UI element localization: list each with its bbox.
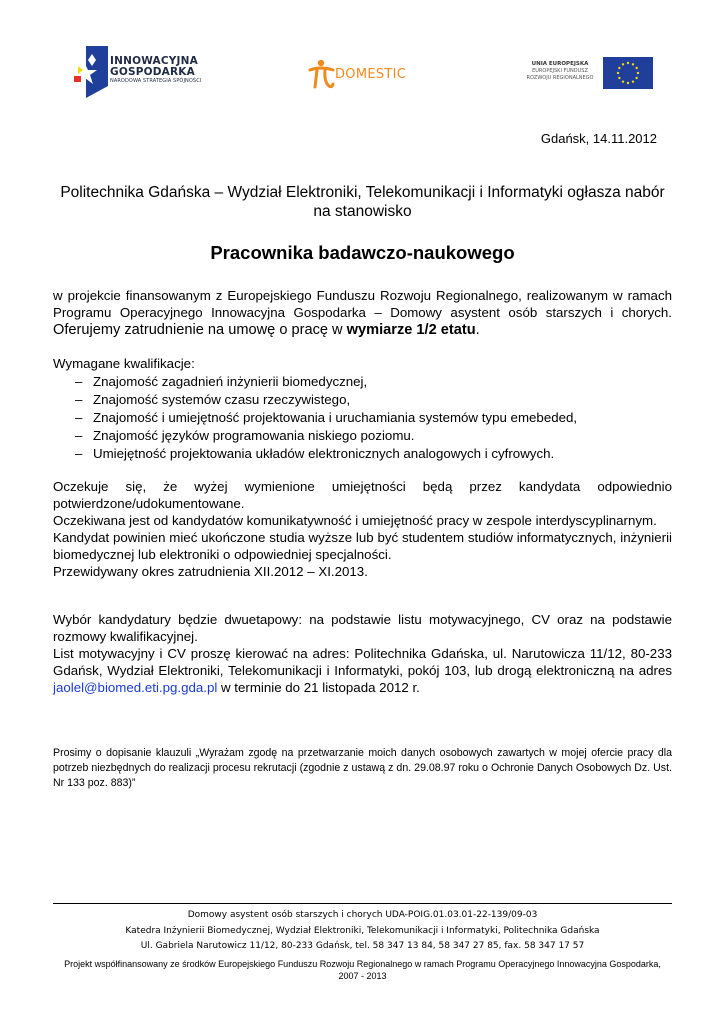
list-item-text: Umiejętność projektowania układów elektronicznych analogowych i cyfrowych. [93,446,555,461]
consent-clause: Prosimy o dopisanie klauzuli „Wyrażam zgodę na przetwarzanie moich danych osobowych zawartych w mojej ofercie pracy dla potrzeb niezbędnych do realizacji procesu rekrutacji (zgodnie z ustawą z dn. 29.08.97 roku o Ochronie Danych Osobowych Dz. Ust. Nr 133 poz. 883)” [53,747,672,789]
intro-end: . [475,322,480,338]
footer-line2: Katedra Inżynierii Biomedycznej, Wydział Elektroniki, Telekomunikacji i Informatyki, Politechnika Gdańska [125,925,600,936]
list-item [53,391,577,409]
bullet-dash: – [75,428,83,443]
selection-text-2: List motywacyjny i CV proszę kierować na adres: Politechnika Gdańska, ul. Narutowicza 11/12, 80-233 Gdańsk, Wydział Elektroniki, Telekomunikacji i Informatyki, pokój 103, lub drogą elektroniczną na adres [53,646,672,678]
list-item [53,427,577,445]
footer-info [53,908,672,955]
eu-star-icon [627,62,629,64]
logo-right-line1: UNIA EUROPEJSKA [531,61,589,67]
list-item [53,409,577,427]
logo-center-text: DOMESTIC [335,67,407,82]
eu-star-icon [632,63,634,65]
footer-divider [53,903,672,904]
requirements-title: Wymagane kwalifikacje: [53,356,195,371]
bullet-dash: – [75,410,83,425]
eu-star-icon [632,80,634,82]
announcement-headline: Politechnika Gdańska – Wydział Elektroniki, Telekomunikacji i Informatyki ogłasza nabór na stanowisko [60,184,665,220]
logo-left-line1: INNOWACYJNA [110,55,198,67]
eu-flag-icon [603,57,653,89]
logo-right-line2: EUROPEJSKI FUNDUSZ [532,68,588,74]
selection-paragraph [53,611,672,696]
footer-line1: Domowy asystent osób starszych i chorych UDA-POIG.01.03.01-22-139/09-03 [187,910,538,920]
footer-cofinancing: Projekt współfinansowany ze środków Europejskiego Funduszu Rozwoju Regionalnego w ramach Programu Operacyjnego Innowacyjna Gospodarka, 2007 - 2013 [64,959,661,981]
intro-bold: wymiarze 1/2 etatu [346,322,476,338]
position-title: Pracownika badawczo-naukowego [210,242,515,263]
list-item [53,445,577,463]
expectation-line: Przewidywany okres zatrudnienia XII.2012 – XI.2013. [53,564,368,579]
bullet-dash: – [75,374,83,389]
innowacyjna-gospodarka-logo [72,46,232,98]
requirements-list [53,373,577,463]
eu-logo [520,57,655,89]
selection-text-2-wrap [53,645,672,696]
list-item-text: Znajomość systemów czasu rzeczywistego, [93,392,351,407]
eu-star-icon [635,77,637,79]
eu-star-icon [618,67,620,69]
selection-text-3: w terminie do 21 listopada 2012 r. [217,680,420,695]
list-item-text: Znajomość języków programowania niskiego poziomu. [93,428,415,443]
eu-star-icon [622,63,624,65]
domestic-logo [307,58,427,88]
footer-line3: Ul. Gabriela Narutowicz 11/12, 80-233 Gdańsk, tel. 58 347 13 84, 58 347 27 85, fax. 58 347 17 57 [140,941,585,951]
expectations-paragraph [53,478,672,580]
expectation-line: Kandydat powinien mieć ukończone studia wyższe lub być studentem studiów informatycznych, inżynierii biomedycznej lub elektroniki o odpowiedniej specjalności. [53,530,672,562]
star-flag-icon [72,46,108,98]
selection-text-1: Wybór kandydatury będzie dwuetapowy: na podstawie listu motywacyjnego, CV oraz na podstawie rozmowy kwalifikacyjnej. [53,612,672,644]
expectation-line: Oczekiwana jest od kandydatów komunikatywność i umiejętność pracy w zespole interdyscyplinarnym. [53,513,657,528]
list-item-text: Znajomość i umiejętność projektowania i uruchamiania systemów typu emebeded, [93,410,578,425]
bullet-dash: – [75,446,83,461]
intro-text-a: w projekcie finansowanym z Europejskiego Funduszu Rozwoju Regionalnego, realizowanym w ramach Programu Operacyjnego Innowacyjna Gospodarka – Domowy asystent osób starszych i chorych. [53,288,672,320]
logo-right-line3: ROZWOJU REGIONALNEGO [526,75,594,81]
document-date: Gdańsk, 14.11.2012 [540,131,657,146]
domestic-figure-icon [307,58,337,90]
intro-paragraph [53,287,672,339]
expectation-line: Oczekuje się, że wyżej wymienione umiejętności będą przez kandydata odpowiednio potwierdzone/udokumentowane. [53,479,672,511]
intro-text-b: Oferujemy zatrudnienie na umowę o pracę w [53,322,347,338]
logo-left-line3: NARODOWA STRATEGIA SPÓJNOŚCI [110,78,202,84]
eu-star-icon [617,72,619,74]
list-item [53,373,577,391]
bullet-dash: – [75,392,83,407]
eu-star-icon [635,67,637,69]
email-link[interactable]: jaolel@biomed.eti.pg.gda.pl [53,680,218,695]
eu-star-icon [622,80,624,82]
logo-left-line2: GOSPODARKA [110,66,195,78]
list-item-text: Znajomość zagadnień inżynierii biomedycznej, [93,374,368,389]
eu-star-icon [627,82,629,84]
eu-star-icon [618,77,620,79]
eu-star-icon [637,72,639,74]
